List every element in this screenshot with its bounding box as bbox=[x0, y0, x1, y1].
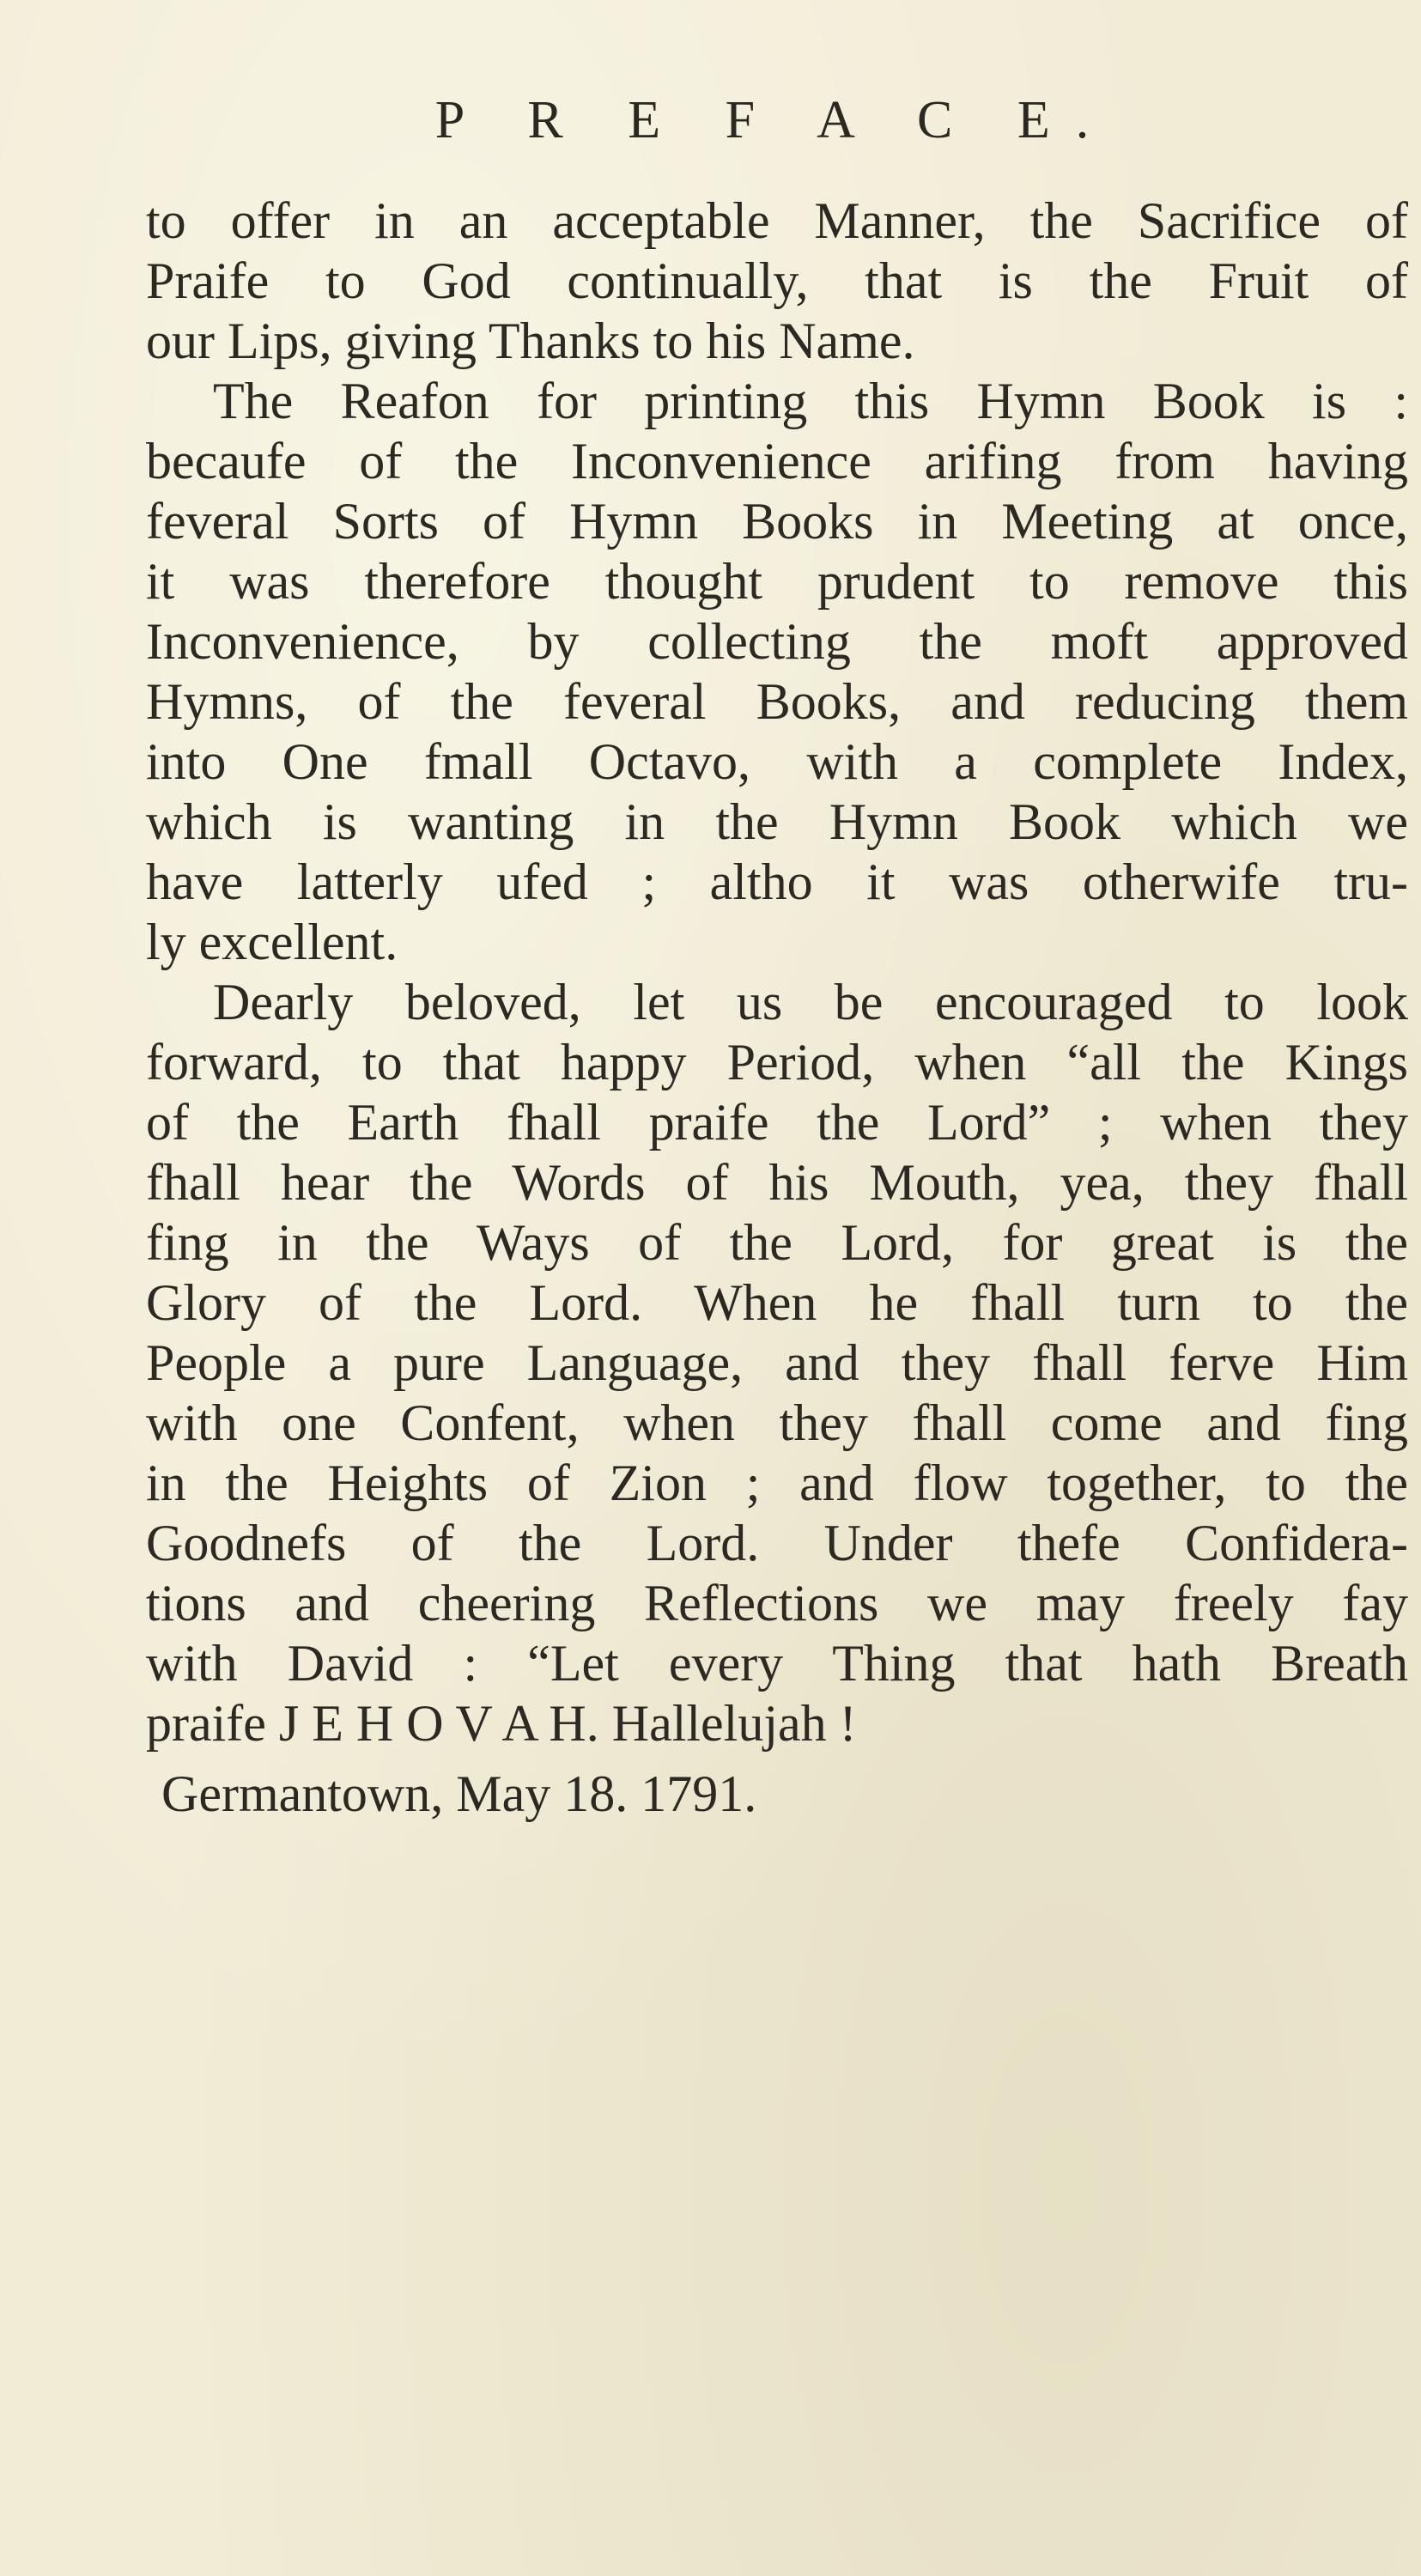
text-line: praife J E H O V A H. Hallelujah ! bbox=[146, 1695, 857, 1752]
text-line: our Lips, giving Thanks to his Name. bbox=[146, 313, 915, 369]
text-line: Praife to God continually, that is the Fruit of bbox=[146, 252, 1408, 309]
text-line: feveral Sorts of Hymn Books in Meeting at once, bbox=[146, 493, 1408, 550]
text-line: tions and cheering Reflections we may freely fay bbox=[146, 1575, 1408, 1631]
text-line: fing in the Ways of the Lord, for great is the bbox=[146, 1214, 1408, 1271]
text-line: forward, to that happy Period, when “all the Kings bbox=[146, 1034, 1408, 1091]
text-line: Glory of the Lord. When he fhall turn to the bbox=[146, 1274, 1408, 1331]
text-line: have latterly ufed ; altho it was otherwife tru- bbox=[146, 854, 1408, 910]
text-line: it was therefore thought prudent to remove this bbox=[146, 553, 1408, 610]
text-line: Hymns, of the feveral Books, and reducing them bbox=[146, 673, 1408, 730]
text-line: with David : “Let every Thing that hath Breath bbox=[146, 1635, 1408, 1692]
text-line: which is wanting in the Hymn Book which we bbox=[146, 793, 1408, 850]
text-line: in the Heights of Zion ; and flow together, to the bbox=[146, 1455, 1408, 1511]
place-date-signature: Germantown, May 18. 1791. bbox=[161, 1765, 757, 1822]
text-line: People a pure Language, and they fhall ferve Him bbox=[146, 1334, 1408, 1391]
text-line: of the Earth fhall praife the Lord” ; when they bbox=[146, 1094, 1408, 1151]
text-line: Dearly beloved, let us be encouraged to look bbox=[213, 974, 1408, 1030]
text-line: Inconvenience, by collecting the moft approved bbox=[146, 613, 1408, 670]
preface-text bbox=[146, 191, 1408, 1753]
running-head: P R E F A C E. bbox=[434, 91, 1115, 149]
text-line: ly excellent. bbox=[146, 914, 398, 970]
text-line: becaufe of the Inconvenience arifing from having bbox=[146, 433, 1408, 489]
text-line: Goodnefs of the Lord. Under thefe Confidera- bbox=[146, 1515, 1408, 1571]
text-line: with one Confent, when they fhall come and fing bbox=[146, 1394, 1408, 1451]
text-line: fhall hear the Words of his Mouth, yea, they fhall bbox=[146, 1154, 1408, 1211]
text-line: into One fmall Octavo, with a complete Index, bbox=[146, 733, 1408, 790]
text-line: The Reafon for printing this Hymn Book is : bbox=[213, 373, 1408, 429]
text-line: to offer in an acceptable Manner, the Sacrifice of bbox=[146, 192, 1408, 249]
